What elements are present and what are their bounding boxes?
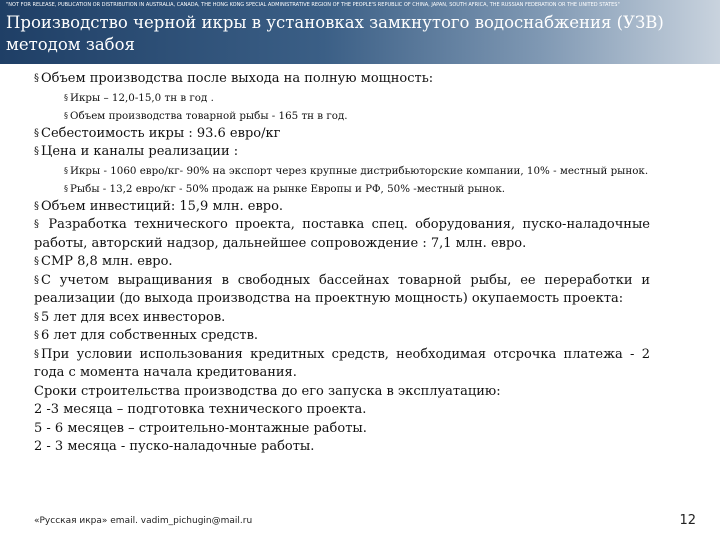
- sub-bullet-item: § Икры - 1060 евро/кг- 90% на экспорт через крупные дистрибьюторские компании, 10% - местный рынок.: [64, 164, 649, 177]
- sub-bullet-item: § Объем производства товарной рыбы - 165 тн в год.: [64, 109, 348, 122]
- bullet-glyph: §: [34, 73, 39, 84]
- bullet-glyph: §: [34, 219, 39, 230]
- bullet-item: § Объем инвестиций: 15,9 млн. евро.: [34, 198, 284, 214]
- bullet-glyph: §: [34, 146, 39, 157]
- bullet-glyph: §: [64, 183, 68, 193]
- page-number: 12: [679, 513, 696, 528]
- bullet-item: § СМР 8,8 млн. евро.: [34, 254, 173, 269]
- bullet-glyph: §: [64, 165, 68, 175]
- text-line: Сроки строительства производства до его запуска в эксплуатацию:: [34, 383, 501, 399]
- sub-bullet-item: § Рыбы - 13,2 евро/кг - 50% продаж на рынке Европы и РФ, 50% -местный рынок.: [64, 182, 506, 195]
- bullet-item: § С учетом выращивания в свободных бассейнах товарной рыбы, ее переработки и реализации (до выхода производства на проектную мощность) окупаемость проекта:: [34, 272, 650, 306]
- bullet-glyph: §: [34, 274, 39, 286]
- bullet-glyph: §: [34, 256, 39, 267]
- text-line: 2 - 3 месяца - пуско-наладочные работы.: [34, 439, 315, 454]
- sub-bullet-item: § Икры – 12,0-15,0 тн в год .: [64, 91, 214, 104]
- bullet-glyph: §: [64, 110, 68, 120]
- bullet-glyph: §: [34, 200, 39, 212]
- bullet-glyph: §: [34, 330, 39, 341]
- bullet-item: § Объем производства после выхода на полную мощность:: [34, 71, 434, 86]
- bullet-item: § Цена и каналы реализации :: [34, 144, 239, 159]
- text-line: 2 -3 месяца – подготовка технического проекта.: [34, 402, 367, 417]
- footer-contact: «Русская икра» email. vadim_pichugin@mail.ru: [34, 516, 253, 526]
- slide-title: Производство черной икры в установках замкнутого водоснабжения (УЗВ) методом забоя: [6, 13, 664, 54]
- bullet-item: § 6 лет для собственных средств.: [34, 328, 259, 343]
- disclaimer-text: "NOT FOR RELEASE, PUBLICATION OR DISTRIBUTION IN AUSTRALIA, CANADA, THE HONG KONG SPECIAL ADMINISTRATIVE REGION OF THE PEOPLE'S REPUBLIC OF CHINA, JAPAN, SOUTH AFRICA, THE RUSSIAN FEDERATION OR THE UNITED STATES": [6, 2, 620, 8]
- bullet-item: § При условии использования кредитных средств, необходимая отсрочка платежа - 2 года с момента начала кредитования.: [34, 346, 650, 380]
- bullet-item: § Разработка технического проекта, поставка спец. оборудования, пуско-наладочные работы, авторский надзор, дальнейшее сопровождение : 7,1 млн. евро.: [34, 217, 650, 251]
- bullet-glyph: §: [34, 348, 39, 360]
- header-banner: [0, 0, 720, 64]
- bullet-glyph: §: [34, 127, 39, 139]
- slide-content: [34, 70, 650, 457]
- bullet-item: § Себестоимость икры : 93.6 евро/кг: [34, 125, 281, 141]
- bullet-glyph: §: [34, 311, 39, 323]
- text-line: 5 - 6 месяцев – строительно-монтажные работы.: [34, 420, 367, 436]
- bullet-item: § 5 лет для всех инвесторов.: [34, 309, 226, 325]
- bullet-glyph: §: [64, 92, 68, 102]
